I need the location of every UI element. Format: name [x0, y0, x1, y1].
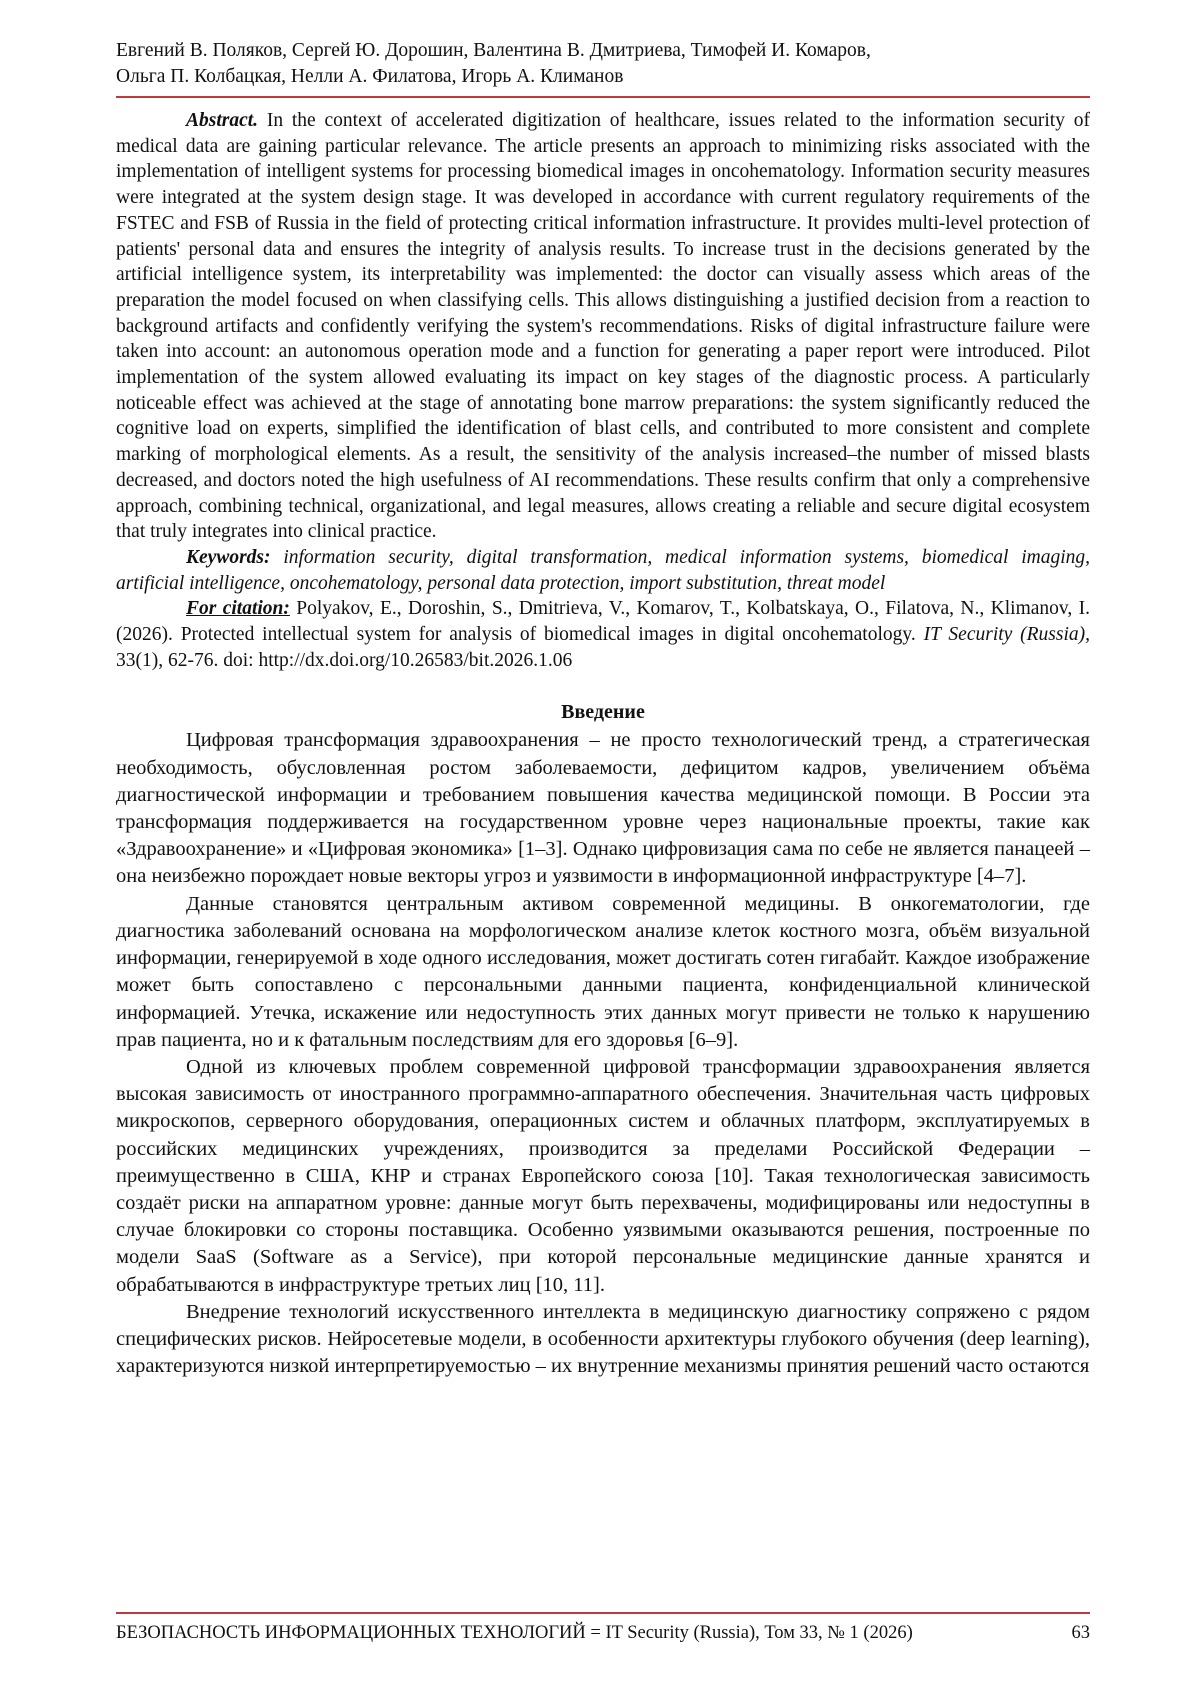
citation-text: Polyakov, E., Doroshin, S., Dmitrieva, V., Komarov, T., Kolbatskaya, O., Filatova, N., Klimanov, I. (2026). Protected intellectual system for analysis of biomedical images in digital oncohematology.: [116, 598, 1090, 646]
footer-rule: [116, 1612, 1090, 1614]
citation-tail: 33(1), 62-76. doi: http://dx.doi.org/10.26583/bit.2026.1.06: [116, 649, 573, 671]
body-paragraph: Одной из ключевых проблем современной цифровой трансформации здравоохранения является высокая зависимость от иностранного программно-аппаратного обеспечения. Значительная часть цифровых микроскопов, серверного оборудования, операционных систем и облачных платформ, эксплуатируемых в российских медицинских учреждениях, производится за пределами Российской Федерации – преимущественно в США, КНР и странах Европейского союза [10]. Такая технологическая зависимость создаёт риски на аппаратном уровне: данные могут быть перехвачены, модифицированы или недоступны в случае блокировки со стороны поставщика. Особенно уязвимыми оказываются решения, построенные по модели SaaS (Software as a Service), при которой персональные медицинские данные хранятся и обрабатываются в инфраструктуре третьих лиц [10, 11].: [116, 1055, 1090, 1296]
section-body: [116, 727, 1090, 1380]
keywords-paragraph: [116, 545, 1090, 596]
running-header: [116, 38, 1090, 90]
page-footer: [116, 1612, 1090, 1646]
abstract-paragraph: [116, 108, 1090, 545]
header-authors-line1: Евгений В. Поляков, Сергей Ю. Дорошин, Валентина В. Дмитриева, Тимофей И. Комаров,: [116, 40, 871, 61]
body-paragraph: Внедрение технологий искусственного интеллекта в медицинскую диагностику сопряжено с рядом специфических рисков. Нейросетевые модели, в особенности архитектуры глубокого обучения (deep learning), характеризуются низкой интерпретируемостью – их внутренние механизмы принятия решений часто остаются: [116, 1300, 1090, 1378]
keywords-text: information security, digital transformation, medical information systems, biomedical imaging, artificial intelligence, oncohematology, personal data protection, import substitution, threat model: [116, 546, 1090, 594]
footer-row: [116, 1620, 1090, 1646]
abstract-label: Abstract.: [186, 110, 259, 131]
header-authors-line2: Ольга П. Колбацкая, Нелли А. Филатова, Игорь А. Климанов: [116, 66, 624, 87]
citation-paragraph: [116, 596, 1090, 673]
keywords-label: Keywords:: [186, 546, 271, 568]
body-paragraph: Цифровая трансформация здравоохранения – не просто технологический тренд, а стратегическая необходимость, обусловленная ростом заболеваемости, дефицитом кадров, увеличением объёма диагностической информации и требованием повышения качества медицинской помощи. В России эта трансформация поддерживается на государственном уровне через национальные проекты, такие как «Здравоохранение» и «Цифровая экономика» [1–3]. Однако цифровизация сама по себе не является панацеей – она неизбежно порождает новые векторы угроз и уязвимости в информационной инфраструктуре [4–7].: [116, 729, 1090, 888]
header-rule: [116, 96, 1090, 98]
footer-journal: БЕЗОПАСНОСТЬ ИНФОРМАЦИОННЫХ ТЕХНОЛОГИЙ = IT Security (Russia), Том 33, № 1 (2026): [116, 1623, 913, 1643]
citation-journal: IT Security (Russia),: [923, 624, 1091, 646]
page-number: 63: [1071, 1623, 1090, 1643]
section-title: Введение: [561, 701, 645, 724]
citation-label: For citation:: [186, 598, 290, 620]
page: [116, 38, 1090, 1380]
abstract-text: In the context of accelerated digitization of healthcare, issues related to the information security of medical data are gaining particular relevance. The article presents an approach to minimizing risks associated with the implementation of intelligent systems for processing biomedical images in oncohematology. Information security measures were integrated at the system design stage. It was developed in accordance with current regulatory requirements of the FSTEC and FSB of Russia in the field of protecting critical information infrastructure. It provides multi-level protection of patients' personal data and ensures the integrity of analysis results. To increase trust in the decisions generated by the artificial intelligence system, its interpretability was implemented: the doctor can visually assess which areas of the preparation the model focused on when classifying cells. This allows distinguishing a justified decision from a reaction to background artifacts and confidently verifying the system's recommendations. Risks of digital infrastructure failure were taken into account: an autonomous operation mode and a function for generating a paper report were introduced. Pilot implementation of the system allowed evaluating its impact on key stages of the diagnostic process. A particularly noticeable effect was achieved at the stage of annotating bone marrow preparations: the system significantly reduced the cognitive load on experts, simplified the identification of blast cells, and contributed to more consistent and complete marking of morphological elements. As a result, the sensitivity of the analysis increased–the number of missed blasts decreased, and doctors noted the high usefulness of AI recommendations. These results confirm that only a comprehensive approach, combining technical, organizational, and legal measures, allows creating a reliable and secure digital ecosystem that truly integrates into clinical practice.: [116, 110, 1090, 543]
abstract-block: [116, 108, 1090, 673]
body-paragraph: Данные становятся центральным активом современной медицины. В онкогематологии, где диагностика заболеваний основана на морфологическом анализе клеток костного мозга, объём визуальной информации, генерируемой в ходе одного исследования, может достигать сотен гигабайт. Каждое изображение может быть сопоставлено с персональными данными пациента, конфиденциальной клинической информацией. Утечка, искажение или недоступность этих данных могут привести не только к нарушению прав пациента, но и к фатальным последствиям для его здоровья [6–9].: [116, 892, 1090, 1051]
